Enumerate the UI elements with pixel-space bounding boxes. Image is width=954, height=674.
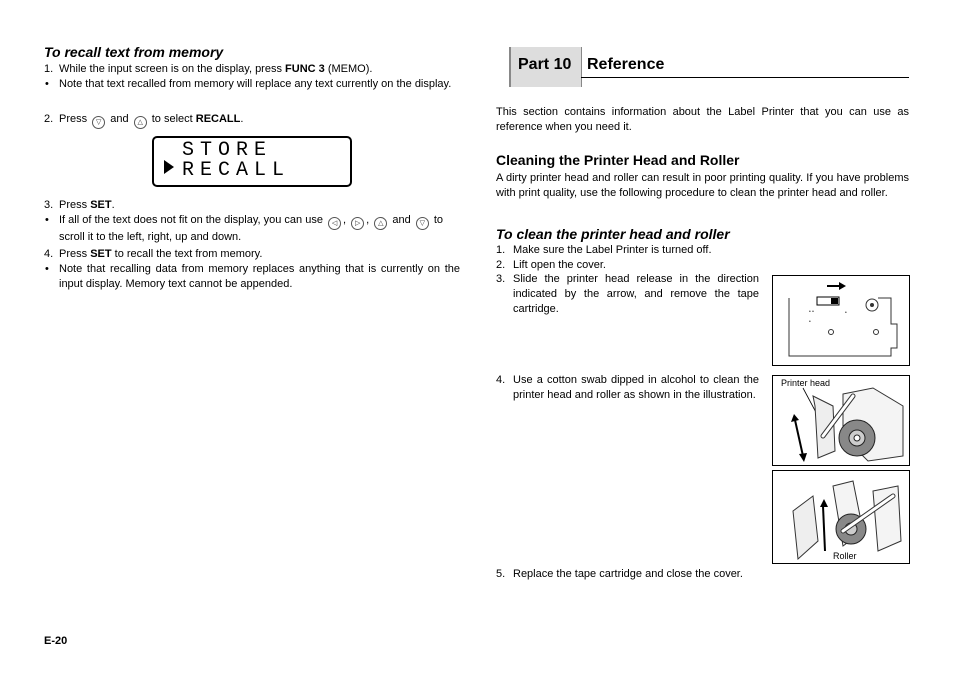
up-arrow-button-icon: △ [374,217,387,230]
right-arrow-button-icon: ▷ [351,217,364,230]
step-4: 4. Press SET to recall the text from memory. [44,248,263,260]
clean-step-3: 3. Slide the printer head release in the direction indicated by the arrow, and remove the tape cartridge. [496,273,759,315]
section-title: Cleaning the Printer Head and Roller [496,152,740,168]
step-2: 2. Press ▽ and △ to select RECALL. [44,112,460,129]
printer-head-label: Printer head [781,378,831,388]
step-number: 1. [44,63,54,75]
arrow-icon [839,282,846,290]
step-text: While the input screen is on the display, press FUNC 3 (MEMO). [59,63,373,75]
clean-step-1: 1. Make sure the Label Printer is turned off. [496,244,712,256]
up-arrow-button-icon: △ [134,116,147,129]
note-3: • Note that recalling data from memory replaces anything that is currently on the input display. Memory text cannot be appended. [45,263,460,290]
cursor-triangle-icon [164,160,174,174]
part-label: Part 10 [518,56,572,73]
clean-step-5: 5. Replace the tape cartridge and close the cover. [496,568,743,580]
svg-text:• •: • • [809,309,814,315]
step-1 [44,62,460,77]
svg-text:•: • [809,319,811,325]
bullet: • [45,78,49,90]
title-rule [581,77,909,78]
sub-heading: To clean the printer head and roller [496,226,730,242]
printer-head-figure [772,375,910,466]
note-1: • Note that text recalled from memory will replace any text currently on the display. [45,78,452,90]
down-arrow-button-icon: ▽ [416,217,429,230]
section-text: A dirty printer head and roller can result in poor printing quality. If you have problems with print quality, use the following procedure to clean the printer head and roller. [496,172,909,199]
cleaning-roller-illustration [773,471,909,563]
lcd-display [152,136,352,187]
printer-release-figure [772,275,910,366]
svg-text:•: • [845,310,847,316]
part-title: Reference [587,56,665,73]
printer-head-release-illustration [773,276,909,365]
roller-figure [772,470,910,564]
note-2: • If all of the text does not fit on the display, you can use ◁ , ▷ , △ and ▽ to scroll it to the left, right, up and down. [45,214,444,243]
page-number: E-20 [44,635,68,647]
clean-step-2: 2. Lift open the cover. [496,259,606,271]
down-arrow-button-icon: ▽ [92,116,105,129]
intro-text: This section contains information about the Label Printer that you can use as reference when you need it. [496,106,909,133]
roller-label: Roller [833,551,857,561]
display-line-recall: RECALL [182,159,291,182]
display-line-store: STORE [182,139,273,162]
section-heading: To recall text from memory [44,44,224,60]
cleaning-printer-head-illustration [773,376,909,465]
part-tab [509,47,582,87]
step-3: 3. Press SET. [44,199,115,211]
left-arrow-button-icon: ◁ [328,217,341,230]
clean-step-4: 4. Use a cotton swab dipped in alcohol to clean the printer head and roller as shown in the illustration. [496,374,759,401]
